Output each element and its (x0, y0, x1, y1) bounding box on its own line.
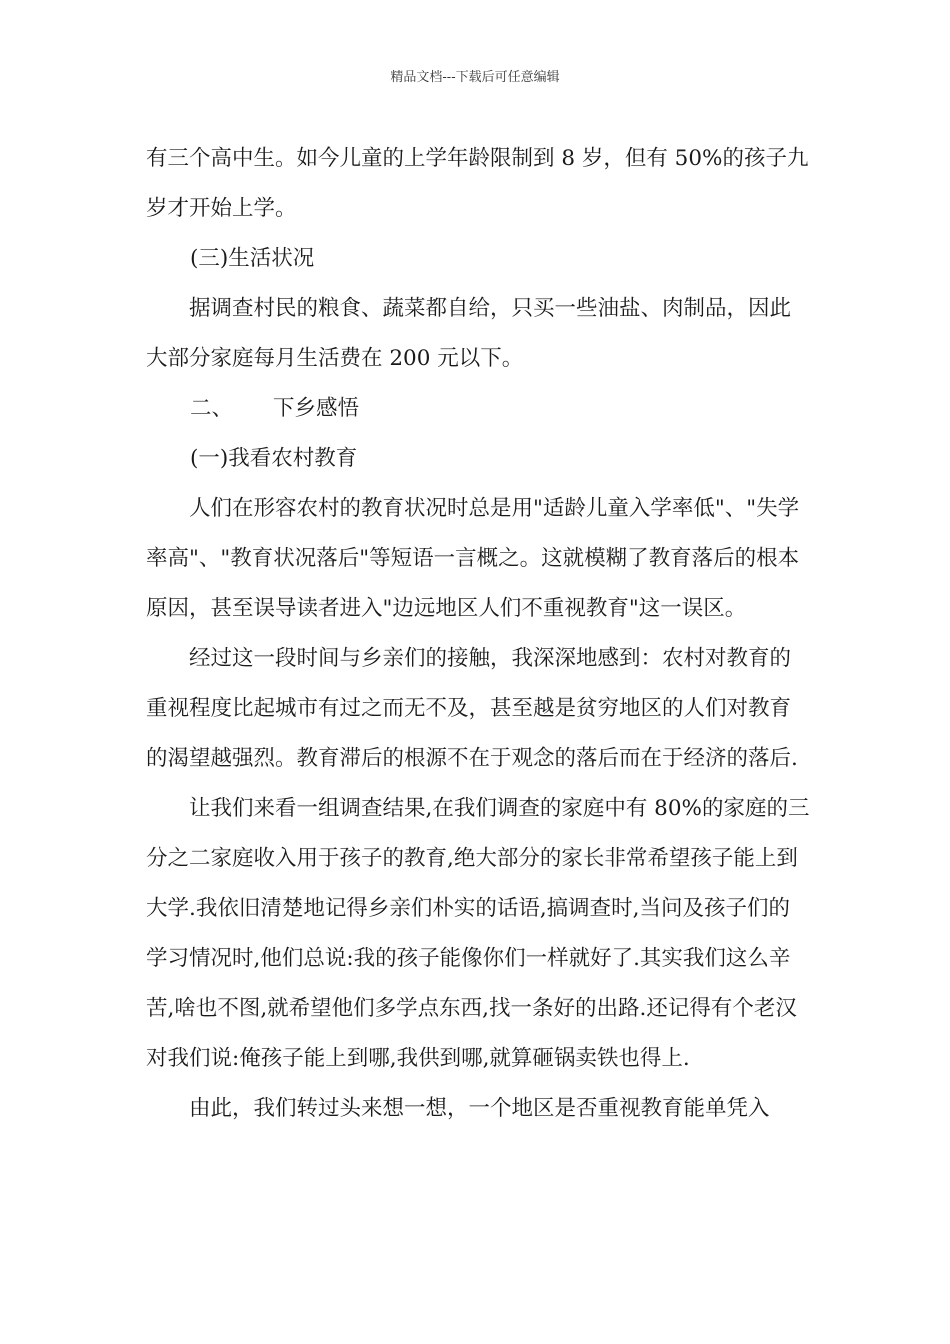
section-heading-reflections (146, 384, 810, 434)
section-heading-living: (三)生活状况 (190, 246, 315, 271)
section-heading-education: (一)我看农村教育 (190, 446, 358, 471)
page-header: 精品文档---下载后可任意编辑 (390, 70, 560, 85)
paragraph-school-age: 有三个高中生。如今儿童的上学年龄限制到 8 岁，但有 50%的孩子九岁才开始上学。 (146, 146, 809, 221)
heading-title: 下乡感悟 (273, 396, 360, 421)
paragraph-conclusion: 由此，我们转过头来想一想，一个地区是否重视教育能单凭入 (189, 1096, 770, 1121)
document-body (146, 134, 810, 1134)
paragraph-education-description: 人们在形容农村的教育状况时总是用"适龄儿童入学率低"、"失学率高"、"教育状况落后"等短语一言概之。这就模糊了教育落后的根本原因，甚至误导读者进入"边远地区人们不重视教育"这一误区。 (146, 496, 800, 621)
paragraph-living-expenses: 据调查村民的粮食、蔬菜都自给，只买一些油盐、肉制品，因此大部分家庭每月生活费在 200 元以下。 (146, 296, 792, 371)
paragraph-survey-results: 让我们来看一组调查结果,在我们调查的家庭中有 80%的家庭的三分之二家庭收入用于孩子的教育,绝大部分的家长非常希望孩子能上到大学.我依旧清楚地记得乡亲们朴实的话语,搞调查时,当问及孩子们的学习情况时,他们总说:我的孩子能像你们一样就好了.其实我们这么辛苦,啥也不图,就希望他们多学点东西,找一条好的出路.还记得有个老汉对我们说:俺孩子能上到哪,我供到哪,就算砸锅卖铁也得上. (146, 796, 810, 1071)
heading-number: 二、 (190, 396, 234, 421)
paragraph-education-feeling: 经过这一段时间与乡亲们的接触，我深深地感到：农村对教育的重视程度比起城市有过之而无不及，甚至越是贫穷地区的人们对教育的渴望越强烈。教育滞后的根源不在于观念的落后而在于经济的落后. (146, 646, 798, 771)
